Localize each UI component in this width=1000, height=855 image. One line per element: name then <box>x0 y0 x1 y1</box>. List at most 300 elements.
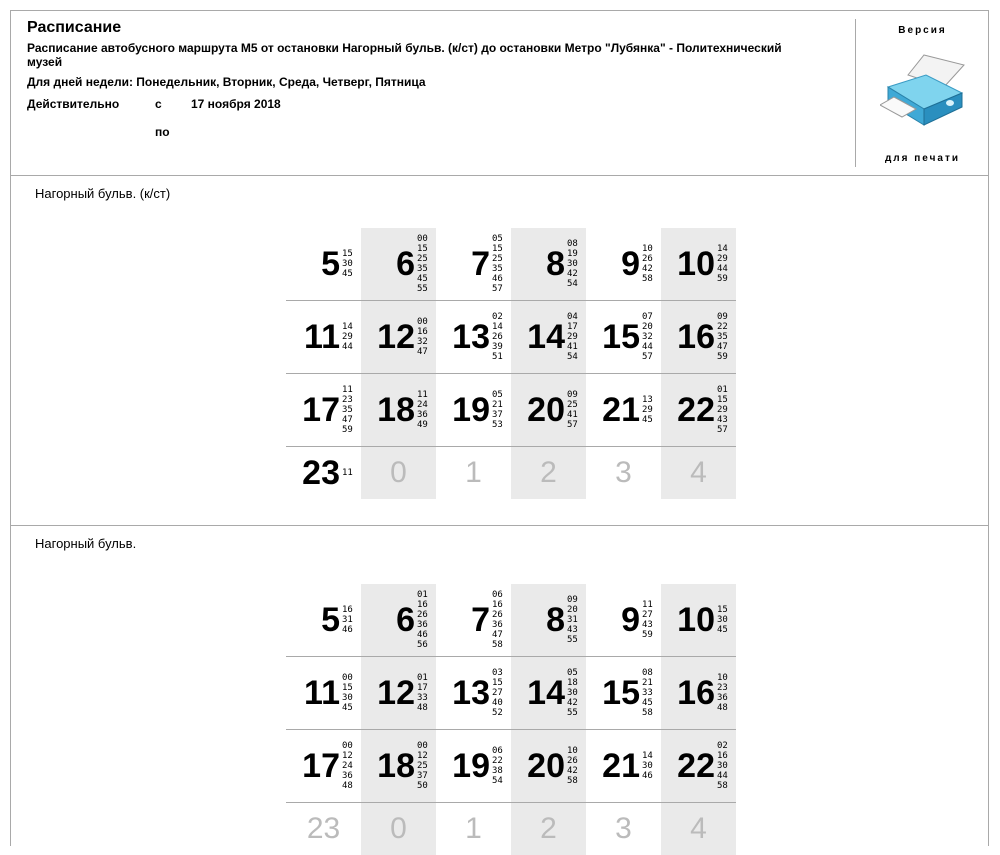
minute-value: 42 <box>567 766 578 776</box>
print-version-link[interactable] <box>856 11 989 175</box>
minute-value: 30 <box>567 259 578 269</box>
validity <box>27 97 856 139</box>
minute-value: 57 <box>717 425 728 435</box>
hour-cell <box>286 447 361 499</box>
minute-value: 42 <box>567 269 578 279</box>
schedule-row <box>286 657 736 730</box>
hour-label: 4 <box>690 456 707 489</box>
schedule-row <box>286 228 736 301</box>
printer-icon <box>880 53 966 129</box>
hour-cell <box>661 447 736 499</box>
hour-cell <box>361 803 436 855</box>
minute-value: 59 <box>342 425 353 435</box>
minute-value: 06 <box>492 746 503 756</box>
minutes-list <box>417 390 428 430</box>
minute-value: 24 <box>342 761 353 771</box>
minute-value: 58 <box>567 776 578 786</box>
minutes-list <box>642 244 653 284</box>
hour-label: 11 <box>304 318 340 356</box>
hour-cell <box>286 657 361 729</box>
minute-value: 35 <box>492 264 503 274</box>
minute-value: 02 <box>717 741 728 751</box>
hour-cell <box>286 228 361 300</box>
schedule-grid <box>286 584 736 855</box>
hour-label: 10 <box>677 601 715 639</box>
hour-label: 11 <box>304 674 340 712</box>
minute-value: 32 <box>417 337 428 347</box>
minute-value: 27 <box>642 610 653 620</box>
minute-value: 45 <box>717 625 728 635</box>
minute-value: 48 <box>342 781 353 791</box>
minute-value: 14 <box>342 322 353 332</box>
minute-value: 29 <box>342 332 353 342</box>
minute-value: 32 <box>642 332 653 342</box>
minute-value: 38 <box>492 766 503 776</box>
minutes-list <box>342 605 353 635</box>
hour-cell <box>661 301 736 373</box>
hour-label: 12 <box>377 674 415 712</box>
hour-label: 12 <box>377 318 415 356</box>
minute-value: 54 <box>567 279 578 289</box>
minute-value: 12 <box>342 751 353 761</box>
minutes-list <box>342 673 353 713</box>
minute-value: 00 <box>417 317 428 327</box>
minutes-list <box>342 249 353 279</box>
minute-value: 50 <box>417 781 428 791</box>
minute-value: 11 <box>342 468 353 478</box>
minute-value: 11 <box>642 600 653 610</box>
minute-value: 25 <box>492 254 503 264</box>
hour-cell <box>586 447 661 499</box>
minute-value: 15 <box>717 605 728 615</box>
minute-value: 30 <box>342 693 353 703</box>
hour-label: 6 <box>396 601 415 639</box>
minute-value: 48 <box>417 703 428 713</box>
minute-value: 14 <box>492 322 503 332</box>
minute-value: 00 <box>342 741 353 751</box>
hour-label: 4 <box>690 812 707 845</box>
minute-value: 04 <box>567 312 578 322</box>
minute-value: 58 <box>642 274 653 284</box>
minute-value: 26 <box>492 610 503 620</box>
minutes-list <box>342 322 353 352</box>
minute-value: 44 <box>717 771 728 781</box>
minute-value: 10 <box>717 673 728 683</box>
hour-cell <box>586 730 661 802</box>
minute-value: 47 <box>342 415 353 425</box>
minute-value: 01 <box>417 590 428 600</box>
minutes-list <box>717 244 728 284</box>
minute-value: 57 <box>567 420 578 430</box>
hour-label: 18 <box>377 747 415 785</box>
minute-value: 17 <box>567 322 578 332</box>
minute-value: 59 <box>717 352 728 362</box>
minute-value: 14 <box>642 751 653 761</box>
minute-value: 48 <box>717 703 728 713</box>
minute-value: 09 <box>567 595 578 605</box>
minute-value: 30 <box>567 688 578 698</box>
header-info <box>11 11 856 175</box>
schedule-row <box>286 301 736 374</box>
from-label: с <box>155 97 162 111</box>
minute-value: 26 <box>567 756 578 766</box>
minute-value: 10 <box>642 244 653 254</box>
minutes-list <box>717 673 728 713</box>
hour-label: 3 <box>615 456 632 489</box>
hour-cell <box>361 584 436 656</box>
minute-value: 42 <box>642 264 653 274</box>
minute-value: 37 <box>417 771 428 781</box>
minute-value: 25 <box>567 400 578 410</box>
minute-value: 05 <box>492 234 503 244</box>
minute-value: 15 <box>717 395 728 405</box>
minute-value: 30 <box>717 615 728 625</box>
hour-label: 13 <box>452 318 490 356</box>
schedule-row <box>286 803 736 855</box>
hour-cell <box>586 374 661 446</box>
minute-value: 31 <box>342 615 353 625</box>
hour-label: 21 <box>602 747 640 785</box>
stop-name: Нагорный бульв. <box>35 536 137 551</box>
minutes-list <box>342 741 353 791</box>
minute-value: 29 <box>717 254 728 264</box>
hour-cell <box>511 803 586 855</box>
minute-value: 54 <box>492 776 503 786</box>
hour-label: 15 <box>602 674 640 712</box>
minute-value: 07 <box>642 312 653 322</box>
minute-value: 44 <box>642 342 653 352</box>
minute-value: 54 <box>567 352 578 362</box>
minutes-list <box>492 312 503 362</box>
hour-label: 20 <box>527 391 565 429</box>
minute-value: 22 <box>492 756 503 766</box>
minute-value: 49 <box>417 420 428 430</box>
hour-label: 8 <box>546 601 565 639</box>
hour-label: 17 <box>302 391 340 429</box>
minutes-list <box>492 668 503 718</box>
minute-value: 56 <box>417 640 428 650</box>
minute-value: 58 <box>717 781 728 791</box>
minute-value: 43 <box>567 625 578 635</box>
minute-value: 16 <box>342 605 353 615</box>
minute-value: 15 <box>492 678 503 688</box>
hour-cell <box>361 301 436 373</box>
minute-value: 45 <box>417 274 428 284</box>
minute-value: 00 <box>417 741 428 751</box>
minute-value: 08 <box>642 668 653 678</box>
hour-cell <box>511 584 586 656</box>
hour-label: 5 <box>321 601 340 639</box>
hour-cell <box>511 657 586 729</box>
hour-cell <box>586 584 661 656</box>
minute-value: 15 <box>342 249 353 259</box>
minute-value: 43 <box>642 620 653 630</box>
minute-value: 18 <box>567 678 578 688</box>
minute-value: 36 <box>492 620 503 630</box>
minute-value: 23 <box>342 395 353 405</box>
minutes-list <box>417 317 428 357</box>
minute-value: 26 <box>417 610 428 620</box>
hour-cell <box>286 301 361 373</box>
minutes-list <box>492 234 503 294</box>
hour-label: 9 <box>621 245 640 283</box>
schedule-row <box>286 730 736 803</box>
hour-label: 7 <box>471 601 490 639</box>
hour-cell <box>661 374 736 446</box>
minutes-list <box>417 741 428 791</box>
minute-value: 47 <box>492 630 503 640</box>
hour-cell <box>361 730 436 802</box>
hour-label: 2 <box>540 456 557 489</box>
minute-value: 33 <box>417 693 428 703</box>
minute-value: 05 <box>567 668 578 678</box>
minute-value: 57 <box>492 284 503 294</box>
minute-value: 58 <box>642 708 653 718</box>
minute-value: 35 <box>417 264 428 274</box>
hour-cell <box>511 730 586 802</box>
minute-value: 08 <box>567 239 578 249</box>
hour-cell <box>661 584 736 656</box>
minute-value: 41 <box>567 410 578 420</box>
minute-value: 40 <box>492 698 503 708</box>
hour-label: 10 <box>677 245 715 283</box>
minute-value: 17 <box>417 683 428 693</box>
hour-label: 3 <box>615 812 632 845</box>
minute-value: 55 <box>567 708 578 718</box>
minute-value: 55 <box>567 635 578 645</box>
minute-value: 51 <box>492 352 503 362</box>
minute-value: 25 <box>417 254 428 264</box>
minute-value: 36 <box>342 771 353 781</box>
minute-value: 15 <box>417 244 428 254</box>
minute-value: 55 <box>417 284 428 294</box>
schedule-row <box>286 374 736 447</box>
hour-label: 14 <box>527 674 565 712</box>
hour-label: 16 <box>677 674 715 712</box>
minute-value: 12 <box>417 751 428 761</box>
hour-label: 23 <box>302 454 340 492</box>
minutes-list <box>417 673 428 713</box>
hour-label: 6 <box>396 245 415 283</box>
hour-label: 21 <box>602 391 640 429</box>
minute-value: 23 <box>717 683 728 693</box>
hour-cell <box>511 301 586 373</box>
hour-label: 13 <box>452 674 490 712</box>
minute-value: 09 <box>717 312 728 322</box>
minute-value: 37 <box>492 410 503 420</box>
hour-cell <box>286 803 361 855</box>
minute-value: 10 <box>567 746 578 756</box>
minute-value: 00 <box>417 234 428 244</box>
minute-value: 39 <box>492 342 503 352</box>
minute-value: 59 <box>642 630 653 640</box>
minute-value: 33 <box>642 688 653 698</box>
hour-cell <box>586 301 661 373</box>
hour-label: 7 <box>471 245 490 283</box>
hour-cell <box>436 447 511 499</box>
from-date: 17 ноября 2018 <box>191 97 281 111</box>
minute-value: 36 <box>417 620 428 630</box>
hour-cell <box>586 228 661 300</box>
minute-value: 30 <box>342 259 353 269</box>
hour-cell <box>436 374 511 446</box>
minute-value: 57 <box>642 352 653 362</box>
minutes-list <box>492 390 503 430</box>
hour-cell <box>361 228 436 300</box>
minute-value: 02 <box>492 312 503 322</box>
minutes-list <box>342 385 353 435</box>
hour-cell <box>361 447 436 499</box>
hour-label: 22 <box>677 747 715 785</box>
minute-value: 25 <box>417 761 428 771</box>
minute-value: 47 <box>717 342 728 352</box>
hour-cell <box>436 657 511 729</box>
minute-value: 59 <box>717 274 728 284</box>
hour-cell <box>511 228 586 300</box>
minute-value: 52 <box>492 708 503 718</box>
hour-label: 18 <box>377 391 415 429</box>
hour-cell <box>661 657 736 729</box>
schedule-grid <box>286 228 736 499</box>
minute-value: 29 <box>717 405 728 415</box>
hour-label: 8 <box>546 245 565 283</box>
hour-cell <box>511 374 586 446</box>
hour-cell <box>436 584 511 656</box>
hour-cell <box>286 374 361 446</box>
minutes-list <box>642 600 653 640</box>
minutes-list <box>717 741 728 791</box>
minute-value: 31 <box>567 615 578 625</box>
minute-value: 00 <box>342 673 353 683</box>
minute-value: 35 <box>717 332 728 342</box>
minute-value: 43 <box>717 415 728 425</box>
minutes-list <box>642 751 653 781</box>
schedule-row <box>286 447 736 499</box>
to-label: по <box>155 125 170 139</box>
hour-label: 0 <box>390 812 407 845</box>
hour-label: 14 <box>527 318 565 356</box>
valid-label: Действительно <box>27 97 120 111</box>
hour-cell <box>661 803 736 855</box>
minute-value: 46 <box>492 274 503 284</box>
minute-value: 11 <box>342 385 353 395</box>
minutes-list <box>567 668 578 718</box>
hour-cell <box>586 657 661 729</box>
minute-value: 42 <box>567 698 578 708</box>
minutes-list <box>642 395 653 425</box>
print-label-bottom: для печати <box>884 153 961 164</box>
minutes-list <box>717 312 728 362</box>
minute-value: 47 <box>417 347 428 357</box>
minute-value: 05 <box>492 390 503 400</box>
hour-cell <box>436 228 511 300</box>
minutes-list <box>567 239 578 289</box>
hour-label: 23 <box>306 812 341 845</box>
minute-value: 46 <box>342 625 353 635</box>
minutes-list <box>567 312 578 362</box>
hour-label: 1 <box>465 456 482 489</box>
hour-cell <box>286 584 361 656</box>
hour-label: 19 <box>452 747 490 785</box>
route-description: Расписание автобусного маршрута М5 от остановки Нагорный бульв. (к/ст) до остановки Метро "Лубянка" - Политехнический музей <box>27 41 782 69</box>
hour-label: 19 <box>452 391 490 429</box>
minute-value: 21 <box>642 678 653 688</box>
minutes-list <box>567 390 578 430</box>
minute-value: 36 <box>717 693 728 703</box>
minute-value: 30 <box>717 761 728 771</box>
hour-label: 17 <box>302 747 340 785</box>
hour-cell <box>661 228 736 300</box>
minutes-list <box>717 605 728 635</box>
hour-label: 20 <box>527 747 565 785</box>
minute-value: 53 <box>492 420 503 430</box>
schedule-section <box>10 176 989 526</box>
hour-cell <box>361 374 436 446</box>
minute-value: 22 <box>717 322 728 332</box>
schedule-header <box>10 10 989 176</box>
minute-value: 09 <box>567 390 578 400</box>
minute-value: 16 <box>417 600 428 610</box>
minutes-list <box>642 312 653 362</box>
minute-value: 14 <box>717 244 728 254</box>
minute-value: 30 <box>642 761 653 771</box>
minute-value: 19 <box>567 249 578 259</box>
minute-value: 45 <box>642 415 653 425</box>
minute-value: 44 <box>342 342 353 352</box>
minute-value: 20 <box>642 322 653 332</box>
minutes-list <box>417 234 428 294</box>
minute-value: 13 <box>642 395 653 405</box>
hour-cell <box>286 730 361 802</box>
hour-cell <box>436 803 511 855</box>
minute-value: 41 <box>567 342 578 352</box>
minute-value: 24 <box>417 400 428 410</box>
minute-value: 03 <box>492 668 503 678</box>
hour-cell <box>511 447 586 499</box>
minute-value: 46 <box>642 771 653 781</box>
page-title: Расписание <box>27 19 122 36</box>
minute-value: 29 <box>567 332 578 342</box>
stop-name: Нагорный бульв. (к/ст) <box>35 186 171 201</box>
hour-label: 1 <box>465 812 482 845</box>
hour-cell <box>586 803 661 855</box>
hour-label: 16 <box>677 318 715 356</box>
minutes-list <box>342 468 353 478</box>
minutes-list <box>567 595 578 645</box>
minute-value: 46 <box>417 630 428 640</box>
hour-cell <box>436 730 511 802</box>
hour-label: 2 <box>540 812 557 845</box>
minute-value: 01 <box>717 385 728 395</box>
minutes-list <box>567 746 578 786</box>
hour-cell <box>436 301 511 373</box>
schedule-row <box>286 584 736 657</box>
minute-value: 01 <box>417 673 428 683</box>
minutes-list <box>492 590 503 650</box>
minute-value: 11 <box>417 390 428 400</box>
minute-value: 45 <box>342 703 353 713</box>
schedule-section <box>10 526 989 846</box>
minute-value: 44 <box>717 264 728 274</box>
print-label-top: Версия <box>898 25 947 36</box>
minutes-list <box>717 385 728 435</box>
minute-value: 16 <box>717 751 728 761</box>
hour-label: 9 <box>621 601 640 639</box>
hour-cell <box>361 657 436 729</box>
days-of-week: Для дней недели: Понедельник, Вторник, Среда, Четверг, Пятница <box>27 75 426 89</box>
hour-label: 0 <box>390 456 407 489</box>
minute-value: 36 <box>417 410 428 420</box>
